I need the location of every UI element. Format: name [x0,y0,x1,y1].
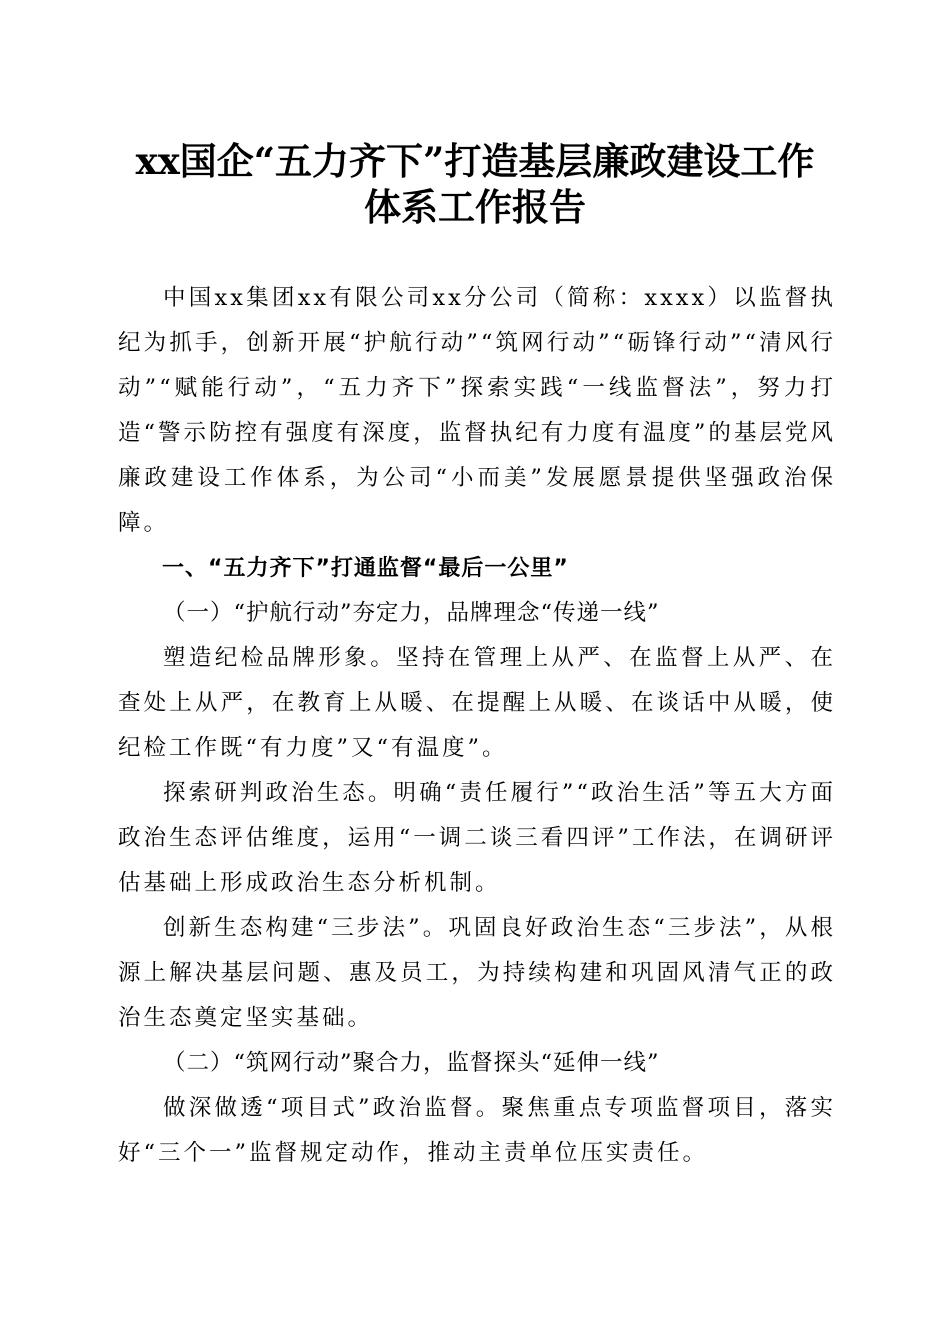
subsection-heading-2: （二）“筑网行动”聚合力，监督探头“延伸一线” [163,1050,660,1076]
body-paragraph-three-steps: 创新生态构建“三步法”。巩固良好政治生态“三步法”，从根源上解决基层问题、惠及员工，为持续构建和巩固风清气正的政治生态奠定坚实基础。 [118,915,836,1031]
section-heading-1: 一、“五力齐下”打通监督“最后一公里” [162,556,569,581]
body-paragraph-brand: 塑造纪检品牌形象。坚持在管理上从严、在监督上从严、在查处上从严，在教育上从暖、在提醒上从暖、在谈话中从暖，使纪检工作既“有力度”又“有温度”。 [118,645,836,761]
body-paragraph-ecology: 探索研判政治生态。明确“责任履行”“政治生活”等五大方面政治生态评估维度，运用“一调二谈三看四评”工作法，在调研评估基础上形成政治生态分析机制。 [118,780,836,896]
document-body [118,276,836,1176]
document-title-line-2: 体系工作报告 [364,185,586,229]
subsection-heading-1: （一）“护航行动”夯定力，品牌理念“传递一线” [163,600,660,626]
body-paragraph-project-supervision: 做深做透“项目式”政治监督。聚焦重点专项监督项目，落实好“三个一”监督规定动作，推动主责单位压实责任。 [118,1095,836,1166]
intro-paragraph: 中国xx集团xx有限公司xx分公司（简称：xxxx）以监督执纪为抓手，创新开展“护航行动”“筑网行动”“砺锋行动”“清风行动”“赋能行动”，“五力齐下”探索实践“一线监督法”，努力打造“警示防控有强度有深度，监督执纪有力度有温度”的基层党风廉政建设工作体系，为公司“小而美”发展愿景提供坚强政治保障。 [118,285,836,536]
document-title-line-1: xx国企“五力齐下”打造基层廉政建设工作 [135,139,815,183]
